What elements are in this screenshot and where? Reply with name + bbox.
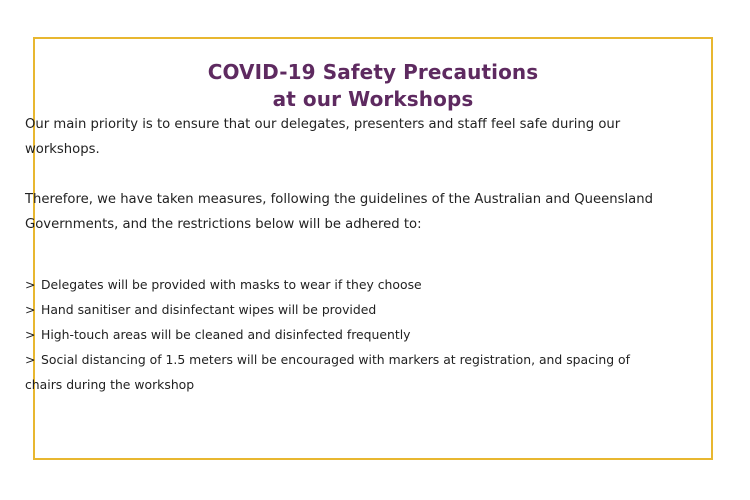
list-marker: > bbox=[25, 352, 36, 367]
list-marker: > bbox=[25, 327, 36, 342]
title-line-2: at our Workshops bbox=[272, 87, 474, 111]
measures-list bbox=[25, 272, 667, 397]
list-item-text: Delegates will be provided with masks to wear if they choose bbox=[41, 277, 422, 292]
list-marker: > bbox=[25, 277, 36, 292]
list-item-text: Social distancing of 1.5 meters will be encouraged with markers at registration, and spacing of chairs during the workshop bbox=[25, 352, 630, 392]
list-item bbox=[25, 272, 667, 297]
list-marker: > bbox=[25, 302, 36, 317]
list-item-text: Hand sanitiser and disinfectant wipes will be provided bbox=[41, 302, 377, 317]
title-line-1: COVID-19 Safety Precautions bbox=[207, 60, 539, 84]
list-item bbox=[25, 347, 667, 397]
notice-body bbox=[25, 112, 667, 237]
intro-paragraph-1: Our main priority is to ensure that our delegates, presenters and staff feel safe during our workshops. bbox=[25, 117, 621, 157]
list-item bbox=[25, 322, 667, 347]
list-item-text: High-touch areas will be cleaned and disinfected frequently bbox=[41, 327, 411, 342]
notice-title bbox=[35, 59, 711, 113]
list-item bbox=[25, 297, 667, 322]
intro-paragraph-2: Therefore, we have taken measures, following the guidelines of the Australian and Queensland Governments, and the restrictions below will be adhered to: bbox=[25, 192, 653, 232]
